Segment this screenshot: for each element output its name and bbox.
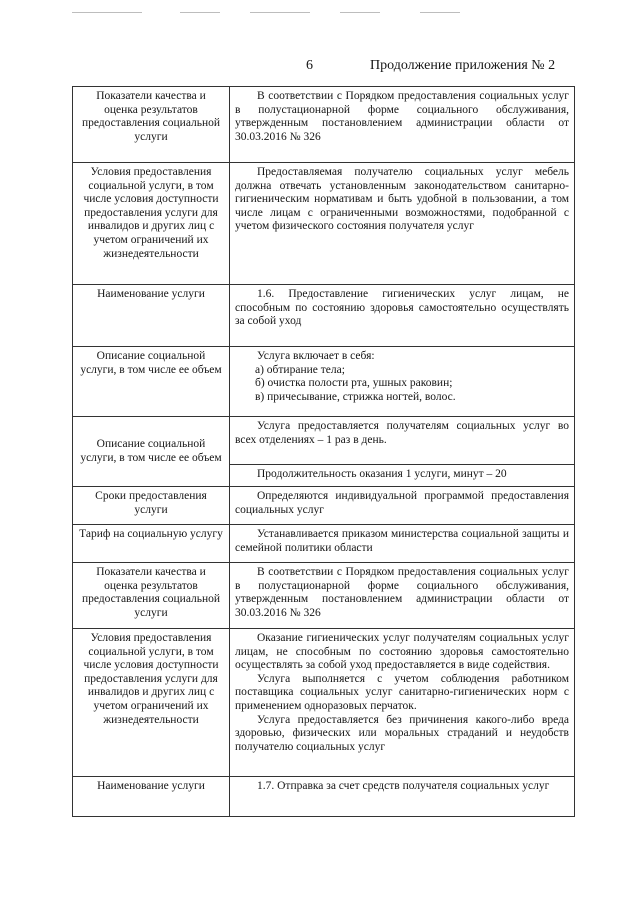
row-value (230, 487, 575, 525)
row-label: Показатели качества и оценка результатов предоставления социальной услуги (73, 563, 230, 629)
table-row (73, 563, 575, 629)
row-value-text: Определяются индивидуальной программой предоставления социальных услуг (235, 490, 569, 516)
row-label: Описание социальной услуги, в том числе ее объем (73, 417, 230, 487)
service-table (72, 86, 575, 817)
list-item: б) очистка полости рта, ушных раковин; (255, 377, 453, 390)
row-value (230, 563, 575, 629)
row-value-text: Продолжительность оказания 1 услуги, минут – 20 (257, 468, 507, 480)
row-label: Наименование услуги (73, 777, 230, 817)
table-row (73, 285, 575, 347)
list-item: а) обтирание тела; (255, 363, 345, 376)
scan-artifact-line (420, 12, 460, 13)
row-value-sub (230, 465, 575, 487)
row-label: Наименование услуги (73, 285, 230, 347)
scan-artifact-line (72, 12, 142, 13)
row-value (230, 285, 575, 347)
scan-artifact-line (340, 12, 380, 13)
row-value-text: Предоставляемая получателю социальных услуг мебель должна отвечать установленным законодательством санитарно-гигиеническим нормативам и быть удобной в пользовании, а том числе лицам с ограниченными возможностями, подобранной с учетом физического состояния получателя услуг (235, 166, 569, 233)
row-value-intro: Услуга включает в себя: (257, 350, 375, 362)
row-value (230, 347, 575, 417)
row-label: Тариф на социальную услугу (73, 525, 230, 563)
row-value (230, 777, 575, 817)
row-value-text: Услуга предоставляется получателям социальных услуг во всех отделениях – 1 раз в день. (235, 420, 569, 446)
row-value-text: В соответствии с Порядком предоставления социальных услуг в полустационарной форме социального обслуживания, утвержденным постановлением администрации области от 30.03.2016 № 326 (235, 90, 569, 143)
table-row (73, 629, 575, 777)
table-row (73, 417, 575, 465)
page-number: 6 (306, 58, 313, 73)
row-label: Сроки предоставления услуги (73, 487, 230, 525)
row-value-paragraph: Оказание гигиенических услуг получателям социальных услуг лицам, не способным по состоянию здоровья самостоятельно осуществлять за собой уход предоставляется в виде содействия. (235, 632, 569, 672)
row-value-paragraph: Услуга предоставляется без причинения какого-либо вреда здоровью, физических или моральных страданий и неудобств получателю социальных услуг (235, 713, 569, 753)
list-item: в) причесывание, стрижка ногтей, волос. (255, 390, 456, 403)
continuation-title: Продолжение приложения № 2 (370, 58, 556, 73)
row-label: Условия предоставления социальной услуги, в том числе условия доступности предоставления услуги для инвалидов и других лиц с учетом ограничений их жизнедеятельности (73, 629, 230, 777)
page-header (0, 58, 639, 80)
row-value-text: 1.7. Отправка за счет средств получателя социальных услуг (257, 780, 550, 792)
table-row (73, 487, 575, 525)
scan-artifact-line (250, 12, 310, 13)
row-value (230, 417, 575, 465)
row-value-text: Устанавливается приказом министерства социальной защиты и семейной политики области (235, 528, 569, 554)
row-value (230, 629, 575, 777)
row-value (230, 87, 575, 163)
row-value-text: 1.6. Предоставление гигиенических услуг лицам, не способным по состоянию здоровья самостоятельно осуществлять за собой уход (235, 288, 569, 328)
row-value-text: В соответствии с Порядком предоставления социальных услуг в полустационарной форме социального обслуживания, утвержденным постановлением администрации области от 30.03.2016 № 326 (235, 566, 569, 619)
row-value (230, 525, 575, 563)
row-label: Показатели качества и оценка результатов предоставления социальной услуги (73, 87, 230, 163)
table-row (73, 347, 575, 417)
row-label: Описание социальной услуги, в том числе ее объем (73, 347, 230, 417)
row-label: Условия предоставления социальной услуги, в том числе условия доступности предоставления услуги для инвалидов и других лиц с учетом ограничений их жизнедеятельности (73, 163, 230, 285)
row-value (230, 163, 575, 285)
table-row (73, 87, 575, 163)
table-row (73, 163, 575, 285)
scan-artifact-line (180, 12, 220, 13)
table-row (73, 525, 575, 563)
row-value-paragraph: Услуга выполняется с учетом соблюдения работником поставщика социальных услуг санитарно-гигиенических норм с применением одноразовых перчаток. (235, 672, 569, 712)
table-row (73, 777, 575, 817)
